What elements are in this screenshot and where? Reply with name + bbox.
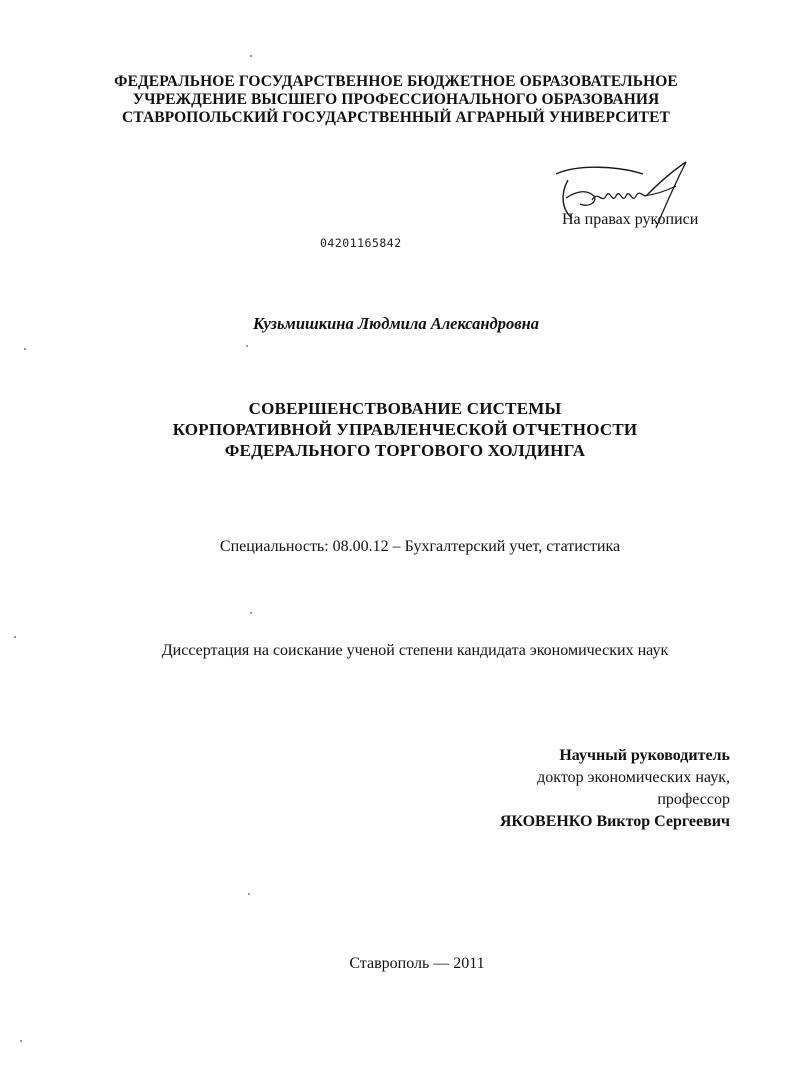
institution-line-3: СТАВРОПОЛЬСКИЙ ГОСУДАРСТВЕННЫЙ АГРАРНЫЙ УНИВЕРСИТЕТ (121, 109, 670, 126)
signature-block (548, 160, 738, 240)
scan-speck (250, 55, 252, 57)
scan-speck (20, 1040, 22, 1042)
institution-line-2: УЧРЕЖДЕНИЕ ВЫСШЕГО ПРОФЕССИОНАЛЬНОГО ОБРАЗОВАНИЯ (132, 91, 660, 108)
institution-header (0, 73, 792, 127)
supervisor-heading: Научный руководитель (559, 747, 730, 764)
dissertation-title (0, 398, 792, 461)
place-year: Ставрополь — 2011 (349, 955, 485, 972)
title-line-3: ФЕДЕРАЛЬНОГО ТОРГОВОГО ХОЛДИНГА (224, 441, 586, 460)
scan-speck (250, 612, 252, 614)
scan-speck (248, 893, 250, 895)
institution-line-1: ФЕДЕРАЛЬНОЕ ГОСУДАРСТВЕННОЕ БЮДЖЕТНОЕ ОБРАЗОВАТЕЛЬНОЕ (114, 73, 678, 90)
supervisor-rank: профессор (657, 791, 730, 808)
degree-line: Диссертация на соискание ученой степени кандидата экономических наук (161, 642, 669, 659)
scan-speck (246, 345, 248, 347)
author-name: Кузьмишкина Людмила Александровна (252, 314, 540, 333)
supervisor-name: ЯКОВЕНКО Виктор Сергеевич (499, 813, 730, 830)
document-code: 04201165842 (320, 236, 402, 250)
supervisor-block (500, 745, 730, 833)
supervisor-degree: доктор экономических наук, (537, 769, 730, 786)
scan-speck (14, 636, 16, 638)
title-line-2: КОРПОРАТИВНОЙ УПРАВЛЕНЧЕСКОЙ ОТЧЕТНОСТИ (172, 420, 638, 439)
specialty-line: Специальность: 08.00.12 – Бухгалтерский учет, статистика (219, 538, 621, 555)
rights-label: На правах рукописи (562, 211, 699, 228)
title-line-1: СОВЕРШЕНСТВОВАНИЕ СИСТЕМЫ (248, 399, 562, 418)
scan-speck (24, 348, 26, 350)
